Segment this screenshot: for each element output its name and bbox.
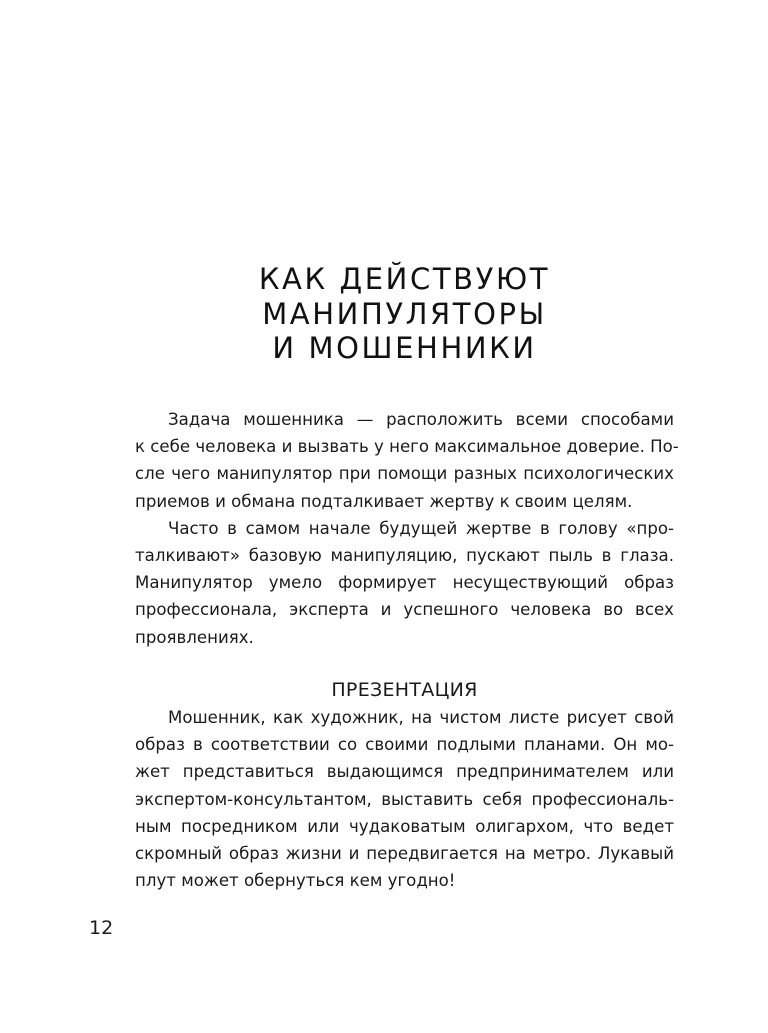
- chapter-title: [135, 262, 674, 366]
- paragraph-line: талкивают» базовую манипуляцию, пускают пыль в глаза.: [135, 545, 674, 565]
- chapter-title-line: И МОШЕННИКИ: [272, 331, 537, 365]
- paragraph-line: плут может обернуться кем угодно!: [135, 871, 456, 891]
- chapter-title-line: МАНИПУЛЯТОРЫ: [262, 296, 547, 331]
- intro-text: [135, 406, 679, 651]
- page-number: 12: [89, 917, 114, 939]
- paragraph-line: ным посредником или чудаковатым олигархом, что ведет: [135, 816, 674, 836]
- chapter-title-line: КАК ДЕЙСТВУЮТ: [258, 262, 551, 296]
- paragraph-line: сле чего манипулятор при помощи разных психологических: [135, 464, 674, 484]
- paragraph-line: жет представиться выдающимся предпринимателем или: [135, 762, 674, 782]
- paragraph-line: экспертом-консультантом, выставить себя профессиональ-: [135, 789, 674, 809]
- paragraph-line: Мошенник, как художник, на чистом листе рисует свой: [168, 708, 674, 727]
- paragraph-line: приемов и обмана подталкивает жертву к своим целям.: [135, 491, 633, 511]
- section-text: [135, 704, 674, 894]
- paragraph-line: скромный образ жизни и передвигается на метро. Лукавый: [135, 843, 674, 863]
- paragraph-line: Часто в самом начале будущей жертве в голову «про-: [168, 518, 674, 538]
- paragraph-line: Манипулятор умело формирует несуществующий образ: [135, 573, 674, 593]
- paragraph-line: образ в соответствии со своими подлыми планами. Он мо-: [135, 735, 674, 755]
- paragraph-line: профессионала, эксперта и успешного человека во всех: [135, 600, 674, 620]
- section-heading: ПРЕЗЕНТАЦИЯ: [331, 679, 478, 701]
- paragraph-line: проявлениях.: [135, 627, 254, 647]
- paragraph-line: Задача мошенника — расположить всеми способами: [168, 410, 674, 429]
- paragraph-line: к себе человека и вызвать у него максимальное доверие. По-: [135, 437, 679, 457]
